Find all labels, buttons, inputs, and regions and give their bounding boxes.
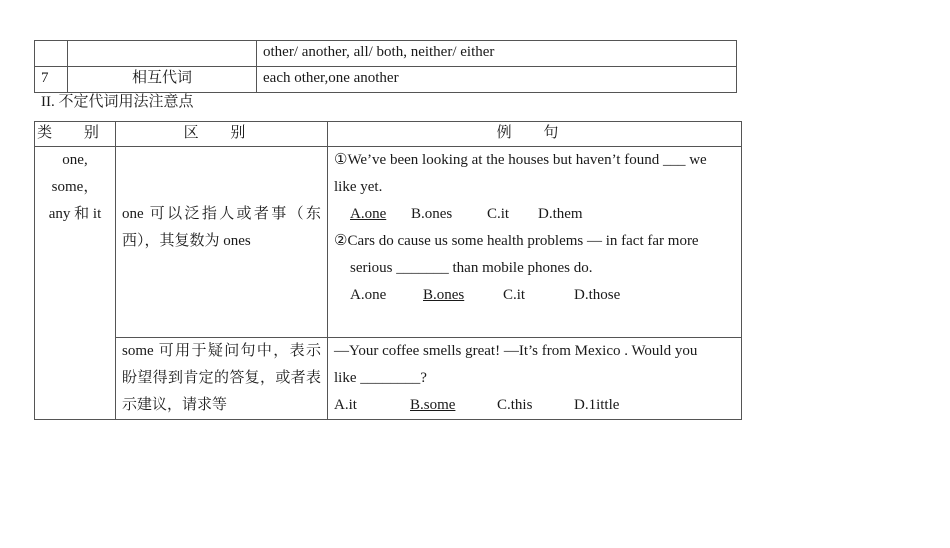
option-d: D.them [538, 206, 583, 222]
example-cell [328, 338, 742, 420]
table-header-row [35, 122, 742, 147]
option-b: B.some [410, 397, 456, 413]
note-some: some 可用于疑问句中，表示盼望得到肯定的答复，或者表示建议，请求等 [116, 338, 328, 420]
option-a: A.it [334, 397, 357, 413]
row-category [68, 41, 257, 67]
question-line: serious _______ than mobile phones do. [350, 260, 593, 276]
options-line [334, 201, 735, 228]
question-line: —Your coffee smells great! —It’s from Mexico . Would you [334, 343, 698, 359]
option-d: D.1ittle [574, 397, 620, 413]
options-line [334, 282, 735, 309]
row-number [35, 41, 68, 67]
section-heading: II. 不定代词用法注意点 [41, 94, 194, 110]
option-b: B.ones [423, 287, 465, 303]
option-b: B.ones [411, 206, 453, 222]
row-words: other/ another, all/ both, neither/ either [257, 41, 737, 67]
option-c: C.this [497, 397, 533, 413]
header-type: 类 别 [35, 122, 116, 147]
option-a: A.one [350, 287, 387, 303]
question-line: like ________? [334, 370, 427, 386]
header-difference: 区 别 [116, 122, 328, 147]
usage-notes-table [34, 121, 742, 420]
table-row [35, 338, 742, 420]
type-cell [35, 147, 116, 420]
type-line: one, [62, 152, 88, 168]
note-one: one 可以泛指人或者事（东西），其复数为 ones [116, 147, 328, 338]
pronoun-table-continued [34, 40, 737, 93]
row-category: 相互代词 [68, 67, 257, 93]
type-line: some， [51, 179, 99, 195]
option-c: C.it [503, 287, 526, 303]
header-example: 例 句 [328, 122, 742, 147]
question-line: ②Cars do cause us some health problems — in fact far more [334, 233, 699, 249]
option-d: D.those [574, 287, 621, 303]
table-row [35, 67, 737, 93]
row-words: each other,one another [257, 67, 737, 93]
type-line: any 和 it [48, 206, 102, 222]
table-row [35, 41, 737, 67]
table-row [35, 147, 742, 338]
question-line: ①We’ve been looking at the houses but haven’t found ___ we [334, 152, 707, 168]
row-number: 7 [35, 67, 68, 93]
option-c: C.it [487, 206, 510, 222]
example-cell [328, 147, 742, 338]
option-a: A.one [350, 206, 387, 222]
question-line: like yet. [334, 179, 383, 195]
options-line [334, 392, 735, 419]
